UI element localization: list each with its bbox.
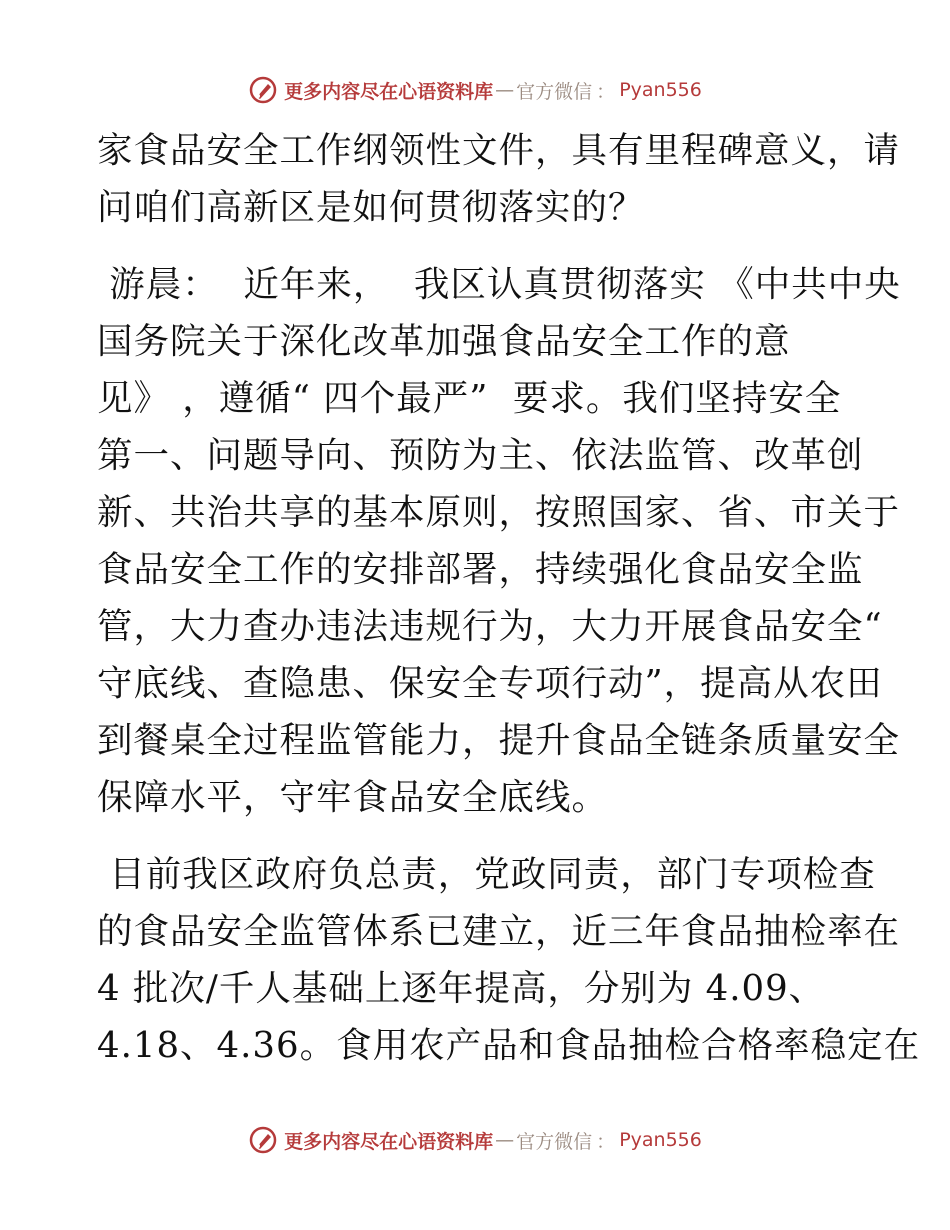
text-line: 4.18、4.36。食用农产品和食品抽检合格率稳定在	[97, 1025, 921, 1066]
text-line: 的食品安全监管体系已建立，近三年食品抽检率在	[97, 911, 901, 952]
banner-wechat-separator: ：	[596, 1130, 616, 1153]
banner-dash: —	[495, 1129, 515, 1151]
paragraph-statistics	[97, 846, 921, 1074]
pen-nib-logo-icon	[248, 1125, 278, 1155]
pen-nib-logo-icon	[248, 75, 278, 105]
banner-dash: —	[495, 79, 515, 101]
banner-wechat-id: Pyan556	[619, 79, 702, 101]
footer-watermark-banner	[0, 1120, 950, 1160]
text-line: 守底线、查隐患、保安全专项行动”，提高从农田	[97, 663, 883, 704]
paragraph-question	[97, 122, 901, 236]
text-line: 问咱们高新区是如何贯彻落实的？	[97, 187, 645, 228]
text-line: 食品安全工作的安排部署，持续强化食品安全监	[97, 549, 864, 590]
banner-wechat-separator: ：	[596, 80, 616, 103]
text-line: 保障水平，守牢食品安全底线。	[97, 777, 609, 818]
document-body	[97, 122, 921, 1074]
text-line: 目前我区政府负总责，党政同责，部门专项检查	[97, 854, 876, 895]
paragraph-answer	[97, 256, 901, 826]
header-watermark-banner	[0, 70, 950, 110]
text-line: 国务院关于深化改革加强食品安全工作的意	[97, 321, 791, 362]
banner-wechat-label: 官方微信	[516, 1130, 593, 1153]
text-line: 4 批次/千人基础上逐年提高，分别为 4.09、	[97, 968, 826, 1009]
text-line: 管，大力查办违法违规行为，大力开展食品安全“	[97, 606, 883, 647]
text-line: 游晨： 近年来， 我区认真贯彻落实 《中共中央	[97, 264, 901, 305]
text-line: 新、共治共享的基本原则，按照国家、省、市关于	[97, 492, 901, 533]
text-line: 到餐桌全过程监管能力，提升食品全链条质量安全	[97, 720, 901, 761]
text-line: 第一、问题导向、预防为主、依法监管、改革创	[97, 435, 864, 476]
text-line: 见》 ，遵循“ 四个最严” 要求。我们坚持安全	[97, 378, 842, 419]
banner-wechat-label: 官方微信	[516, 80, 593, 103]
banner-slogan: 更多内容尽在心语资料库	[284, 80, 494, 103]
text-line: 家食品安全工作纲领性文件，具有里程碑意义，请	[97, 130, 901, 171]
banner-slogan: 更多内容尽在心语资料库	[284, 1130, 494, 1153]
banner-wechat-id: Pyan556	[619, 1129, 702, 1151]
